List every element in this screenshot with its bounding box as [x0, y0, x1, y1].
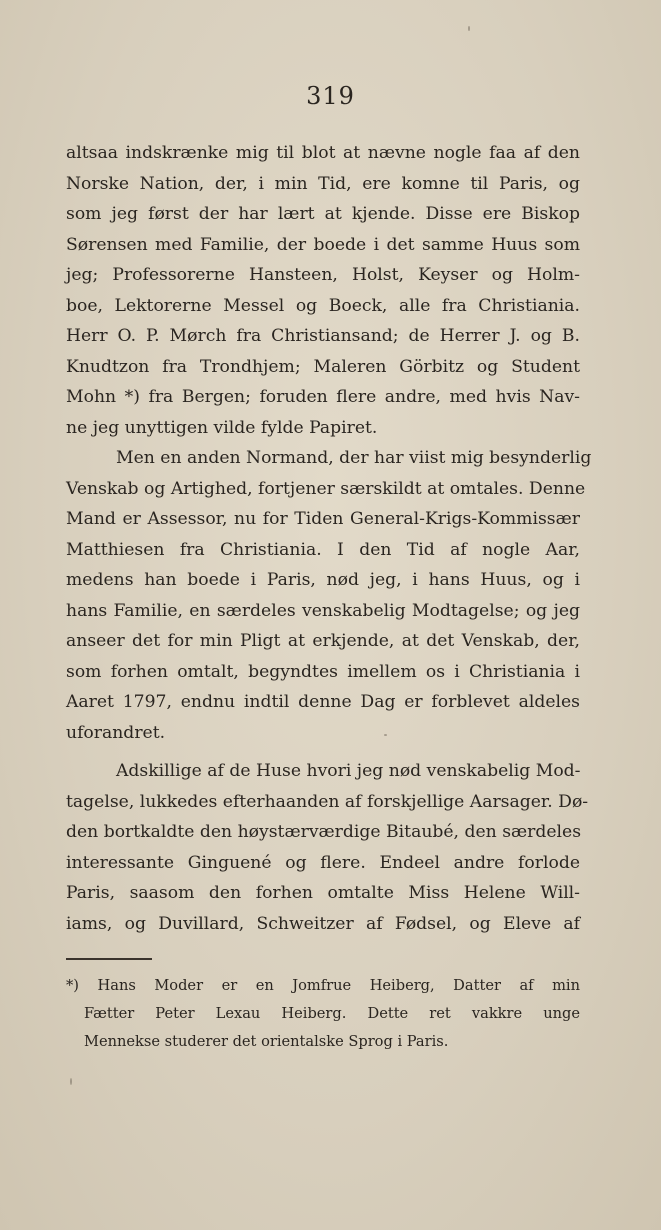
- text-line: som jeg først der har lært at kjende. Disse ere Biskop: [66, 204, 580, 224]
- text-line: Men en anden Normand, der har viist mig besynderlig: [116, 448, 592, 468]
- text-line: ne jeg unyttigen vilde fylde Papiret.: [66, 417, 378, 438]
- text-line: Herr O. P. Mørch fra Christiansand; de Herrer J. og B.: [66, 326, 580, 346]
- text-line: hans Familie, en særdeles venskabelig Modtagelse; og jeg: [66, 600, 580, 621]
- text-line: anseer det for min Pligt at erkjende, at det Venskab, der,: [66, 631, 580, 651]
- footnote-divider: [66, 958, 152, 960]
- text-line: uforandret.: [66, 722, 166, 743]
- text-line: Venskab og Artighed, fortjener særskildt at omtales. Denne: [66, 478, 586, 499]
- text-line: interessante Ginguené og flere. Endeel andre forlode: [66, 852, 580, 873]
- text-line: Sørensen med Familie, der boede i det samme Huus som: [66, 234, 580, 255]
- text-line: boe, Lektorerne Messel og Boeck, alle fra Christiania.: [66, 295, 580, 316]
- text-line: Adskillige af de Huse hvori jeg nød venskabelig Mod-: [116, 761, 581, 781]
- text-line: tagelse, lukkedes efterhaanden af forskjellige Aarsager. Dø-: [66, 791, 589, 812]
- footnotes: [66, 972, 580, 1056]
- paragraph-gap: [66, 748, 580, 756]
- text-line: Mohn *) fra Bergen; foruden flere andre, med hvis Nav-: [66, 387, 580, 407]
- text-line: Knudtzon fra Trondhjem; Maleren Görbitz og Student: [66, 356, 580, 377]
- text-line: Norske Nation, der, i min Tid, ere komne til Paris, og: [66, 173, 580, 194]
- body-text: [66, 138, 592, 939]
- text-line: Paris, saasom den forhen omtalte Miss Helene Will-: [66, 883, 580, 903]
- text-line: medens han boede i Paris, nød jeg, i hans Huus, og i: [66, 570, 580, 590]
- paper-speck: [468, 26, 470, 31]
- text-line: iams, og Duvillard, Schweitzer af Fødsel, og Eleve af: [66, 913, 580, 934]
- text-line: jeg; Professorerne Hansteen, Holst, Keyser og Holm-: [66, 265, 580, 285]
- text-line: Aaret 1797, endnu indtil denne Dag er forblevet aldeles: [66, 692, 580, 712]
- page-number: 319: [306, 82, 355, 110]
- footnote-line: Mennekse studerer det orientalske Sprog i Paris.: [84, 1033, 449, 1050]
- text-line: den bortkaldte den høystærværdige Bitaubé, den særdeles: [66, 822, 582, 842]
- footnote-line: *) Hans Moder er en Jomfrue Heiberg, Datter af min: [66, 977, 580, 994]
- footnote-line: Fætter Peter Lexau Heiberg. Dette ret vakkre unge: [84, 1005, 580, 1022]
- text-line: som forhen omtalt, begyndtes imellem os i Christiania i: [66, 661, 580, 682]
- text-line: Matthiesen fra Christiania. I den Tid af nogle Aar,: [66, 539, 580, 560]
- text-line: altsaa indskrænke mig til blot at nævne nogle faa af den: [66, 143, 580, 163]
- paper-speck: [384, 734, 387, 736]
- text-line: Mand er Assessor, nu for Tiden General-Krigs-Kommissær: [66, 509, 580, 529]
- paper-speck: [70, 1078, 72, 1085]
